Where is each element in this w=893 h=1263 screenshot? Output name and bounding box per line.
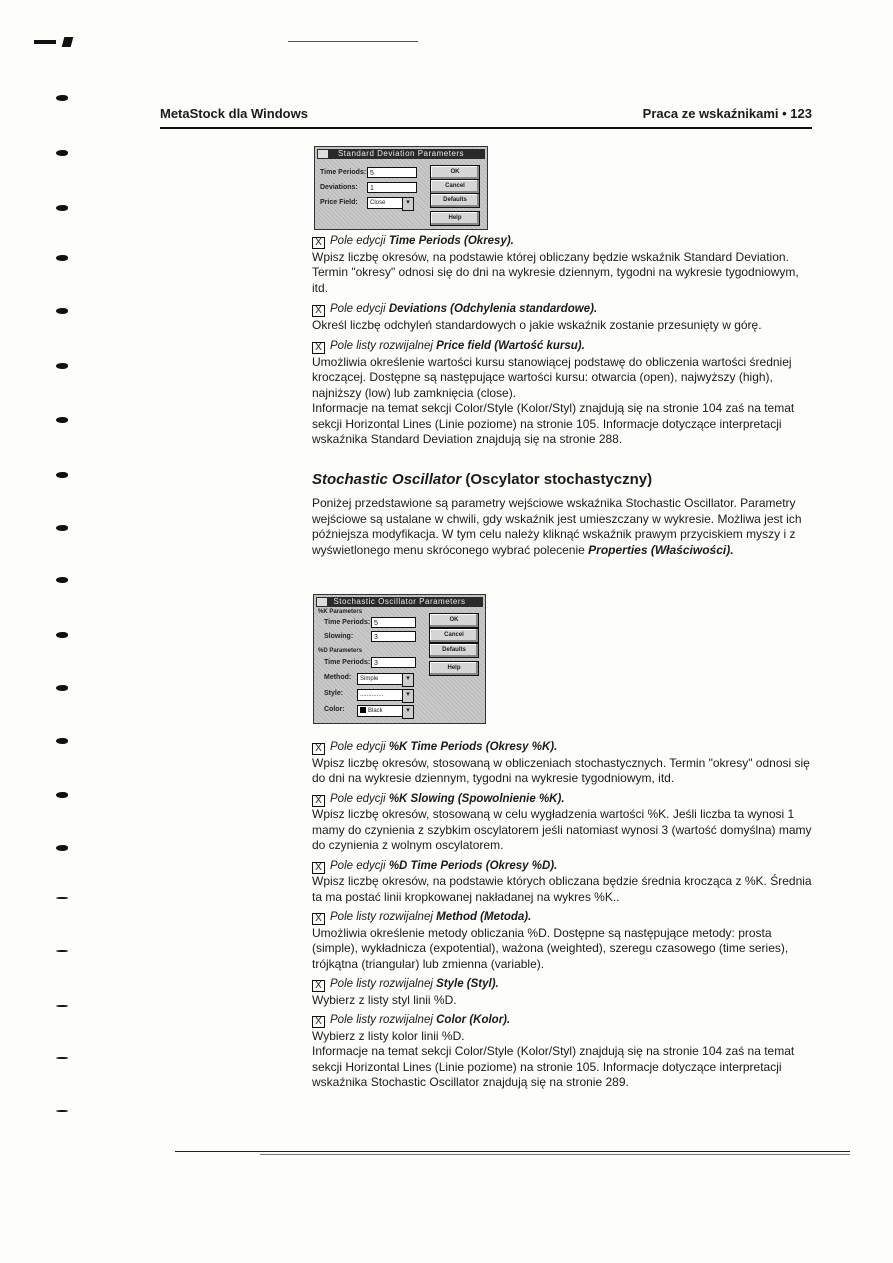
color-swatch (360, 707, 366, 713)
header-chapter-page: Praca ze wskaźnikami • 123 (642, 106, 812, 121)
d-parameters-group: %D Parameters (318, 648, 363, 654)
price-field-select[interactable] (367, 197, 410, 209)
checkbox-icon: X (312, 743, 325, 755)
scan-mark (62, 37, 74, 47)
k-slowing-label: Slowing: (324, 633, 354, 640)
item-d-time-periods (312, 859, 817, 906)
item-price-field (312, 339, 817, 401)
item-prefix: Pole edycji (330, 303, 389, 315)
k-slowing-input[interactable]: 3 (371, 631, 416, 642)
info-paragraph: Informacje na temat sekcji Color/Style (Kolor/Styl) znajdują się na stronie 104 zaś na temat sekcji Horizontal Lines (Linie poziome) na stronie 105. Informacje dotyczące interpretacji wskaźnika Stochastic Oscillator znajdują się na stronie 289. (312, 1044, 795, 1089)
stochastic-items (312, 740, 817, 1091)
method-label: Method: (324, 674, 352, 681)
price-field-value: Close (370, 200, 386, 206)
item-prefix: Pole listy rozwijalnej (330, 978, 437, 990)
system-menu-icon[interactable] (318, 150, 328, 158)
item-description: Wybierz z listy styl linii %D. (312, 992, 457, 1007)
dialog-title: Stochastic Oscillator Parameters (333, 597, 466, 606)
k-parameters-group: %K Parameters (318, 609, 363, 615)
dialog-title-bar (316, 597, 483, 607)
style-select[interactable] (357, 689, 410, 701)
info-paragraph: Informacje na temat sekcji Color/Style (Kolor/Styl) znajdują się na stronie 104 zaś na temat sekcji Horizontal Lines (Linie poziome) na stronie 105. Informacje dotyczące interpretacji wskaźnika Standard Deviation znajdują się na stronie 288. (312, 401, 795, 446)
item-description: Określ liczbę odchyleń standardowych o jakie wskaźnik zostanie przesunięty w górę. (312, 317, 762, 332)
item-prefix: Pole edycji (330, 741, 389, 753)
item-method (312, 910, 817, 972)
page-header (160, 105, 812, 129)
standard-deviation-dialog (314, 146, 488, 230)
dropdown-arrow-icon[interactable]: ▾ (402, 705, 414, 719)
checkbox-icon: X (312, 342, 325, 354)
deviations-label: Deviations: (320, 184, 358, 191)
style-value: .............. (360, 692, 384, 698)
standard-deviation-items (312, 234, 817, 448)
item-description: Wpisz liczbę okresów, na podstawie których obliczana będzie średnia krocząca z %K. Średnia ta ma postać linii kropkowanej nakładanej na wykres %K.. (312, 874, 812, 904)
item-description: Wybierz z listy kolor linii %D. (312, 1028, 465, 1043)
color-value: Black (368, 708, 383, 714)
checkbox-icon: X (312, 1016, 325, 1028)
d-time-periods-label: Time Periods: (324, 659, 371, 666)
method-value: Simple (360, 676, 379, 682)
color-label: Color: (324, 706, 345, 713)
item-prefix: Pole edycji (330, 235, 389, 247)
item-k-time-periods (312, 740, 817, 787)
stochastic-oscillator-dialog (313, 594, 486, 724)
intro-text: Poniżej przedstawione są parametry wejściowe wskaźnika Stochastic Oscillator. Parametry wejściowe są ustalane w chwili, gdy wskaźnik jest umieszczany w wykresie. Możliwa jest ich późniejsza modyfikacja. W tym celu należy kliknąć wskaźnik prawym przyciskiem myszy i z wyświetlonego menu skróconego wybrać polecenie (312, 496, 802, 557)
item-name: %K Slowing (Spowolnienie %K). (388, 792, 565, 805)
item-prefix: Pole listy rozwijalnej (330, 911, 437, 923)
checkbox-icon: X (312, 795, 325, 807)
scan-line (288, 41, 418, 42)
dropdown-arrow-icon[interactable]: ▾ (402, 673, 414, 687)
item-description: Umożliwia określenie metody obliczania %D. Dostępne są następujące metody: prosta (simple), wykładnicza (expotential), ważona (weighted), szeregu czasowego (time series), trójkątna (triangular) lub zmienna (variable). (312, 925, 789, 971)
item-deviations (312, 302, 817, 333)
header-book-title: MetaStock dla Windows (160, 106, 308, 121)
item-description: Wpisz liczbę okresów, na podstawie której obliczany będzie wskaźnik Standard Deviation. Termin "okresy" odnosi się do dni na wykresie dziennym, tygodni na wykresie tygodniowym, itd. (312, 249, 799, 295)
d-time-periods-input[interactable]: 3 (371, 657, 416, 668)
item-time-periods (312, 234, 817, 296)
item-description: Wpisz liczbę okresów, stosowaną w obliczeniach stochastycznych. Termin "okresy" odnosi się do dni na wykresie dziennym, tygodni na wykresie tygodniowym, itd. (312, 755, 810, 785)
item-description: Umożliwia określenie wartości kursu stanowiącej podstawę do obliczenia wartości średniej kroczącej. Dostępne są następujące wartości kursu: otwarcia (open), najwyższy (high), najniższy (low) lub zamknięcia (close). (312, 354, 792, 400)
k-time-periods-input[interactable]: 5 (371, 617, 416, 628)
dropdown-arrow-icon[interactable]: ▾ (402, 689, 414, 703)
checkbox-icon: X (312, 913, 325, 925)
help-button[interactable]: Help (429, 661, 479, 676)
defaults-button[interactable]: Defaults (429, 643, 479, 658)
checkbox-icon: X (312, 980, 325, 992)
item-prefix: Pole listy rozwijalnej (330, 340, 437, 352)
item-name: Method (Metoda). (436, 911, 532, 923)
scan-mark (34, 40, 56, 44)
section-title-rest: (Oscylator stochastyczny) (461, 471, 653, 488)
item-name: Price field (Wartość kursu). (436, 340, 585, 352)
item-color (312, 1013, 817, 1044)
item-k-slowing (312, 792, 817, 854)
item-name: Style (Styl). (436, 978, 499, 990)
item-name: Color (Kolor). (436, 1014, 511, 1026)
section-heading (312, 471, 652, 488)
defaults-button[interactable]: Defaults (430, 193, 480, 208)
help-button[interactable]: Help (430, 211, 480, 226)
method-select[interactable] (357, 673, 410, 685)
item-prefix: Pole edycji (330, 859, 389, 872)
dialog-title: Standard Deviation Parameters (337, 149, 465, 158)
price-field-label: Price Field: (320, 199, 358, 206)
item-description: Wpisz liczbę okresów, stosowaną w celu wygładzenia wartości %K. Jeśli liczba ta wynosi 1 mamy do czynienia z szybkim oscylatorem jeśli natomiast wynosi 3 (wartość domyślna) mamy do czynienia z wolnym oscylatorem. (312, 807, 812, 852)
item-name: %D Time Periods (Okresy %D). (388, 859, 558, 872)
footer-rule (260, 1154, 850, 1155)
dialog-title-bar (317, 149, 485, 159)
item-name: Deviations (Odchylenia standardowe). (388, 303, 598, 315)
deviations-input[interactable]: 1 (367, 182, 417, 193)
checkbox-icon: X (312, 305, 325, 317)
checkbox-icon: X (312, 237, 325, 249)
intro-command: Properties (Właściwości). (588, 542, 734, 557)
section-title-italic: Stochastic Oscillator (312, 471, 462, 488)
cancel-button[interactable]: Cancel (429, 628, 479, 643)
item-name: Time Periods (Okresy). (388, 235, 514, 247)
k-time-periods-label: Time Periods: (324, 619, 371, 626)
item-name: %K Time Periods (Okresy %K). (388, 741, 558, 753)
time-periods-label: Time Periods: (320, 169, 367, 176)
ok-button[interactable]: OK (430, 165, 480, 180)
item-style (312, 977, 817, 1008)
item-prefix: Pole edycji (330, 792, 389, 805)
color-select[interactable] (357, 705, 410, 717)
system-menu-icon[interactable] (317, 598, 327, 606)
dropdown-arrow-icon[interactable]: ▾ (402, 197, 414, 211)
style-label: Style: (324, 690, 344, 697)
ok-button[interactable]: OK (429, 613, 479, 628)
cancel-button[interactable]: Cancel (430, 179, 480, 194)
section-intro (312, 496, 817, 558)
time-periods-input[interactable]: 5 (367, 167, 417, 178)
checkbox-icon: X (312, 862, 325, 874)
item-prefix: Pole listy rozwijalnej (330, 1014, 437, 1026)
footer-rule (175, 1151, 850, 1152)
binding-holes (56, 95, 76, 1125)
